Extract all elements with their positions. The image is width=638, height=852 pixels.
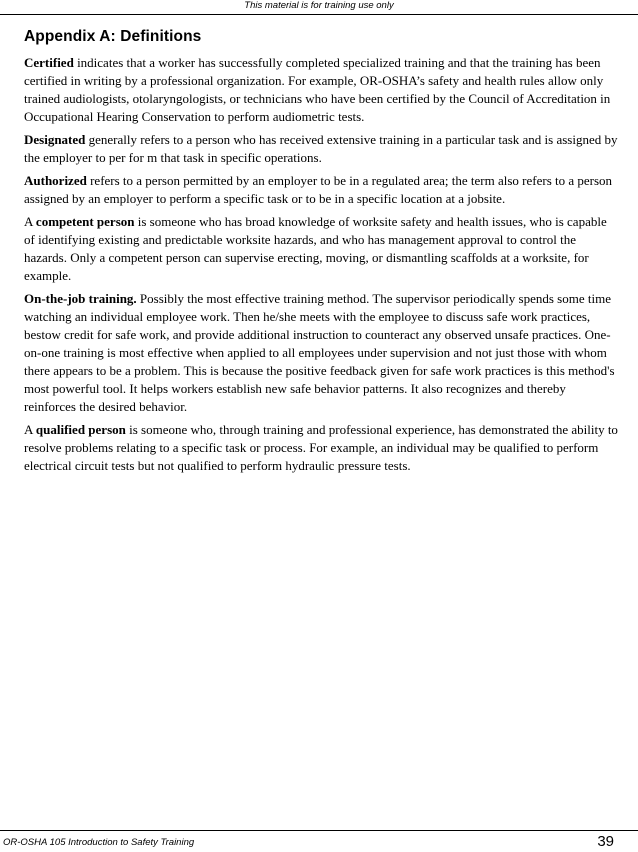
term-certified: Certified [24,55,74,70]
footer-course-title: OR-OSHA 105 Introduction to Safety Training [3,837,195,848]
definition-certified-text: indicates that a worker has successfully completed specialized training and that the training has been certified in writing by a professional organization. For example, OR-OSHA’s safety and health rules allow only trained audiologists, otolaryngologists, or technicians who have been certified by the Council of Accreditation in Occupational Hearing Conservation to perform audiometric tests. [24,55,611,124]
page-number: 39 [597,833,614,850]
definition-competent-text: is someone who has broad knowledge of worksite safety and health issues, who is capable of identifying existing and predictable worksite hazards, and who has management approval to control the hazards. Only a competent person can supervise erecting, moving, or dismantling scaffolds at a worksite, for example. [24,214,607,283]
definition-on-the-job-training [24,290,618,416]
term-authorized: Authorized [24,173,87,188]
term-competent-person: competent person [35,214,135,229]
page-footer [0,830,638,852]
definition-ojt-text: Possibly the most effective training method. The supervisor periodically spends some time watching an individual employee work. Then he/she meets with the employee to discuss safe work practices, bestow credit for safe work, and provide additional instruction to counteract any observed unsafe practices. One-on-one training is most effective when applied to all employees under supervision and not just those with whom there appears to be a problem. This is because the positive feedback given for safe work practices is this method's most powerful tool. It helps workers establish new safe behavior patterns. It also recognizes and thereby reinforces the desired behavior. [24,291,615,414]
page-title: Appendix A: Definitions [24,28,202,45]
definition-qualified-prefix: A [24,422,36,437]
definition-designated [24,131,618,167]
definition-certified [24,54,618,126]
definition-competent-person [24,213,618,285]
term-qualified-person: qualified person [35,422,126,437]
definition-authorized [24,172,618,208]
term-on-the-job-training: On-the-job training. [24,291,137,306]
term-designated: Designated [24,132,86,147]
definition-qualified-person [24,421,618,475]
definition-qualified-text: is someone who, through training and professional experience, has demonstrated the ability to resolve problems relating to a specific task or process. For example, an individual may be qualified to perform electrical circuit tests but not qualified to perform hydraulic pressure tests. [24,422,618,473]
definition-authorized-text: refers to a person permitted by an employer to be in a regulated area; the term also refers to a person assigned by an employer to perform a specific task or to be in a specific location at a jobsite. [24,173,613,206]
definition-competent-prefix: A [24,214,36,229]
header-banner: This material is for training use only [0,0,638,15]
definitions-body [24,54,618,480]
definition-designated-text: generally refers to a person who has received extensive training in a particular task and is assigned by the employer to per for m that task in specific operations. [24,132,618,165]
